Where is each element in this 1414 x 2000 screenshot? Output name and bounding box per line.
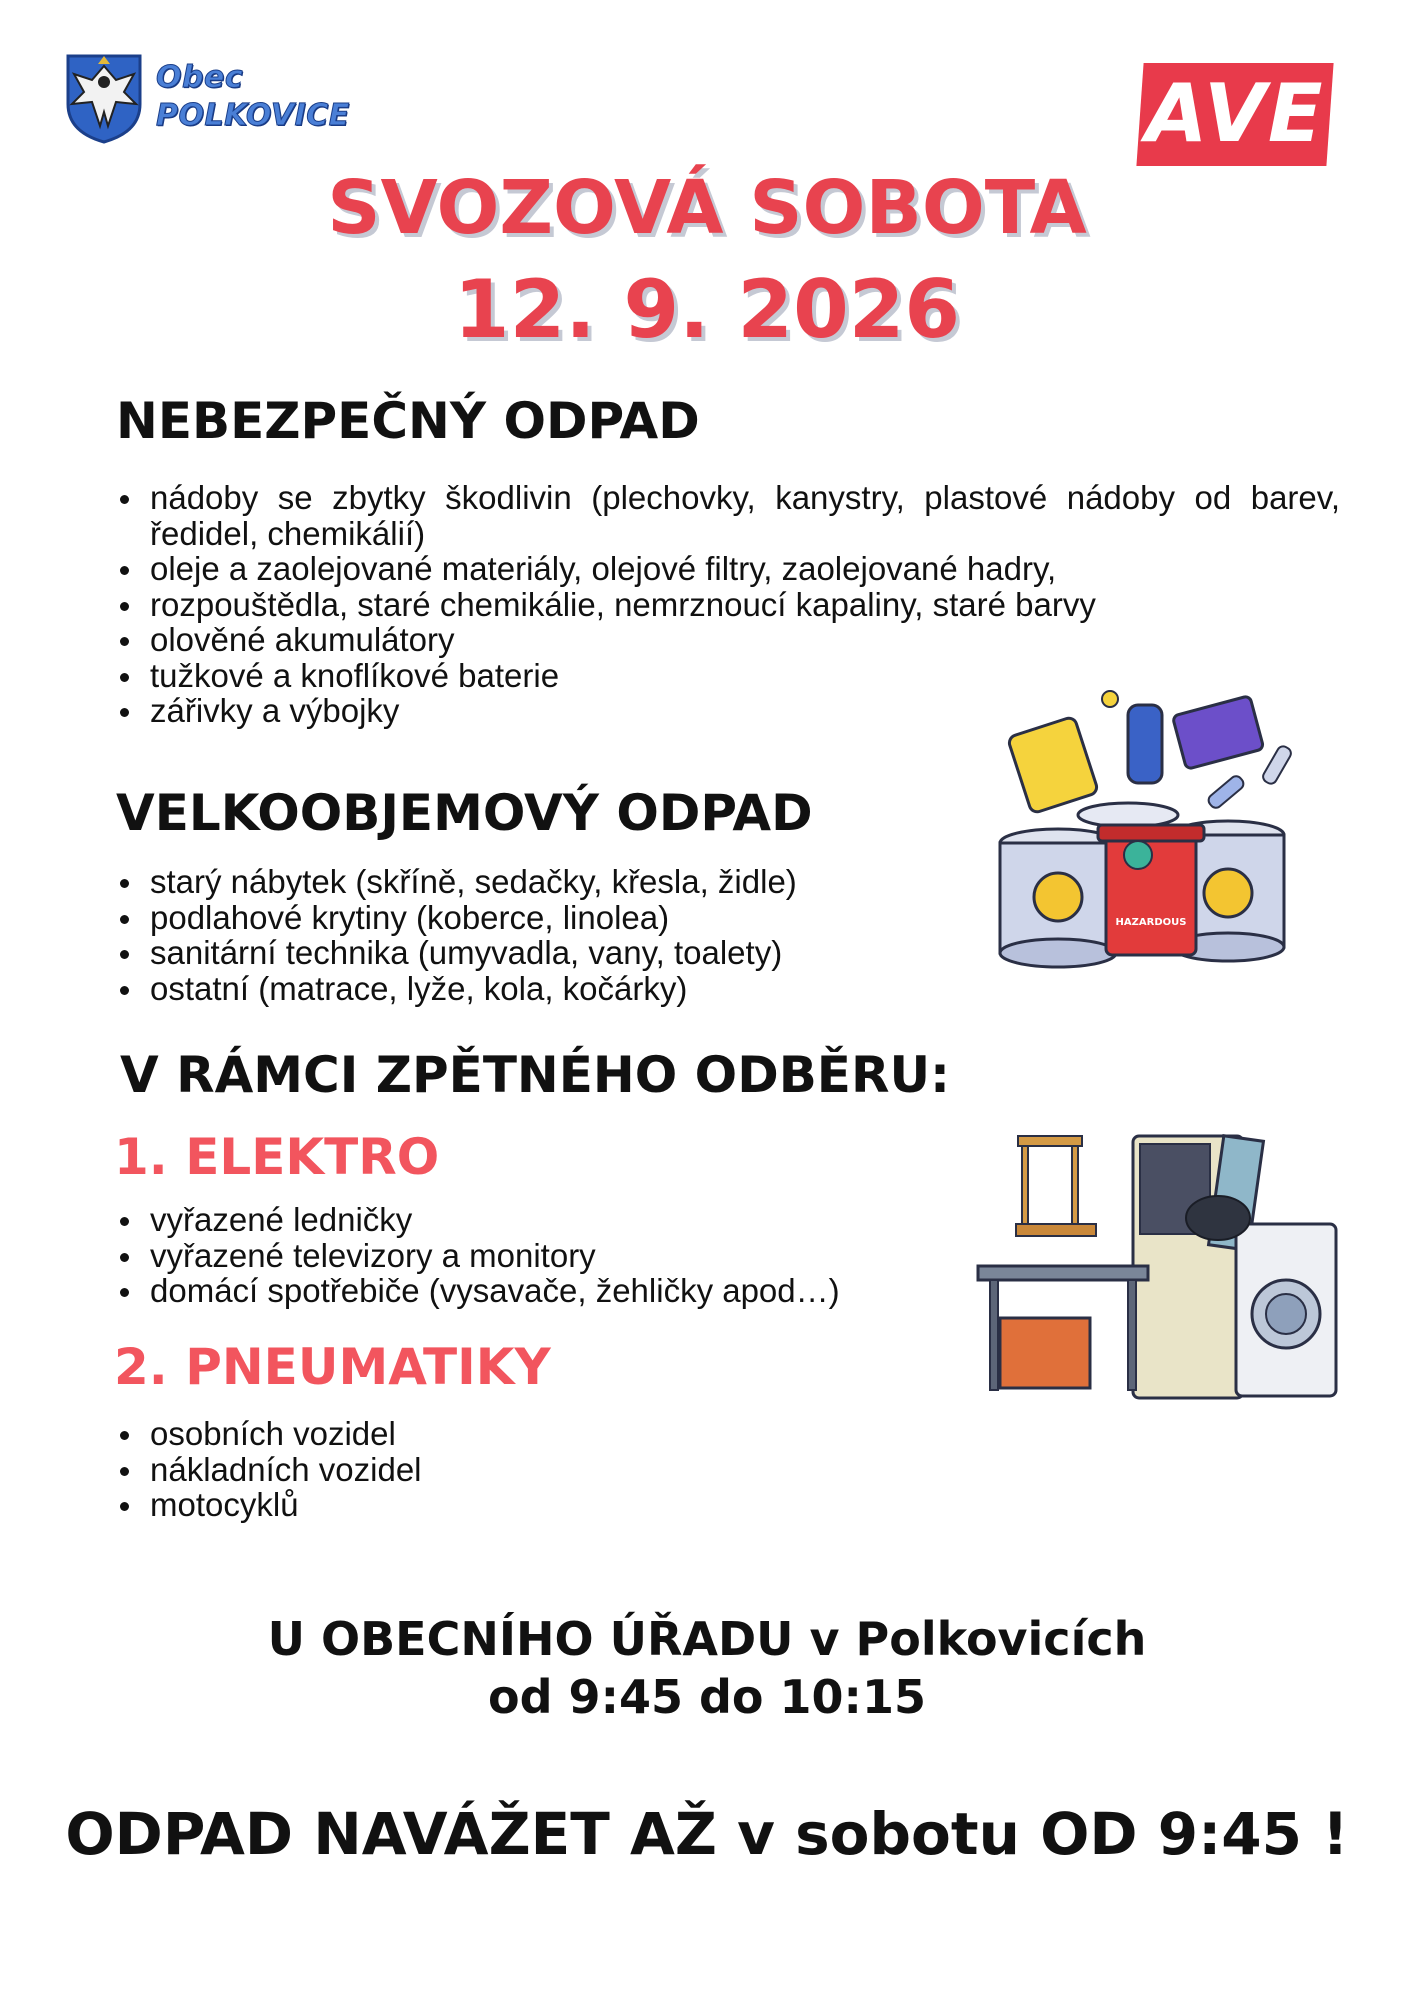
municipality-name-line1: Obec <box>156 60 244 95</box>
list-item: nádoby se zbytky škodlivin (plechovky, kanystry, plastové nádoby od barev, ředidel, chemikálií) <box>150 479 1340 552</box>
list-item: nákladních vozidel <box>150 1452 950 1488</box>
list-item: rozpouštědla, staré chemikálie, nemrznoucí kapaliny, staré barvy <box>150 587 1340 623</box>
municipality-name-line2: POLKOVICE <box>156 98 350 133</box>
list-item: osobních vozidel <box>150 1416 950 1452</box>
list-item: olověné akumulátory <box>150 622 1340 658</box>
company-logo <box>1140 63 1330 166</box>
page-title: SVOZOVÁ SOBOTA <box>327 165 1087 251</box>
hazardous-waste-illustration <box>988 685 1298 975</box>
bulky-waste-illustration <box>968 1128 1348 1408</box>
event-date: 12. 9. 2026 <box>453 263 961 356</box>
bulky-heading: VELKOOBJEMOVÝ ODPAD <box>116 784 813 842</box>
list-item: domácí spotřebiče (vysavače, žehličky apod…) <box>150 1273 1000 1309</box>
bulky-list <box>116 864 950 1006</box>
tyres-heading: 2. PNEUMATIKY <box>114 1338 551 1396</box>
list-item: ostatní (matrace, lyže, kola, kočárky) <box>150 971 950 1007</box>
municipality-logo <box>64 52 354 147</box>
list-item: tužkové a knoflíkové baterie <box>150 658 1340 694</box>
list-item: vyřazené ledničky <box>150 1202 1000 1238</box>
electro-heading: 1. ELEKTRO <box>114 1128 440 1186</box>
list-item: sanitární technika (umyvadla, vany, toalety) <box>150 935 950 971</box>
list-item: oleje a zaolejované materiály, olejové filtry, zaolejované hadry, <box>150 551 1340 587</box>
tyres-list <box>116 1416 950 1523</box>
notice-line: ODPAD NAVÁŽET AŽ v sobotu OD 9:45 ! <box>65 1800 1349 1868</box>
electro-list <box>116 1202 1000 1309</box>
company-logo-text: AVE <box>1145 67 1325 160</box>
hazardous-bin-label: HAZARDOUS <box>1115 917 1187 928</box>
hazardous-heading: NEBEZPEČNÝ ODPAD <box>116 392 700 450</box>
location-line: U OBECNÍHO ÚŘADU v Polkovicích <box>267 1612 1147 1666</box>
list-item: motocyklů <box>150 1487 950 1523</box>
list-item: vyřazené televizory a monitory <box>150 1238 1000 1274</box>
takeback-heading: V RÁMCI ZPĚTNÉHO ODBĚRU: <box>120 1046 951 1104</box>
time-line: od 9:45 do 10:15 <box>488 1670 926 1724</box>
list-item: podlahové krytiny (koberce, linolea) <box>150 900 950 936</box>
coat-of-arms-icon <box>64 52 144 144</box>
list-item: starý nábytek (skříně, sedačky, křesla, židle) <box>150 864 950 900</box>
list-item: zářivky a výbojky <box>150 693 1340 729</box>
